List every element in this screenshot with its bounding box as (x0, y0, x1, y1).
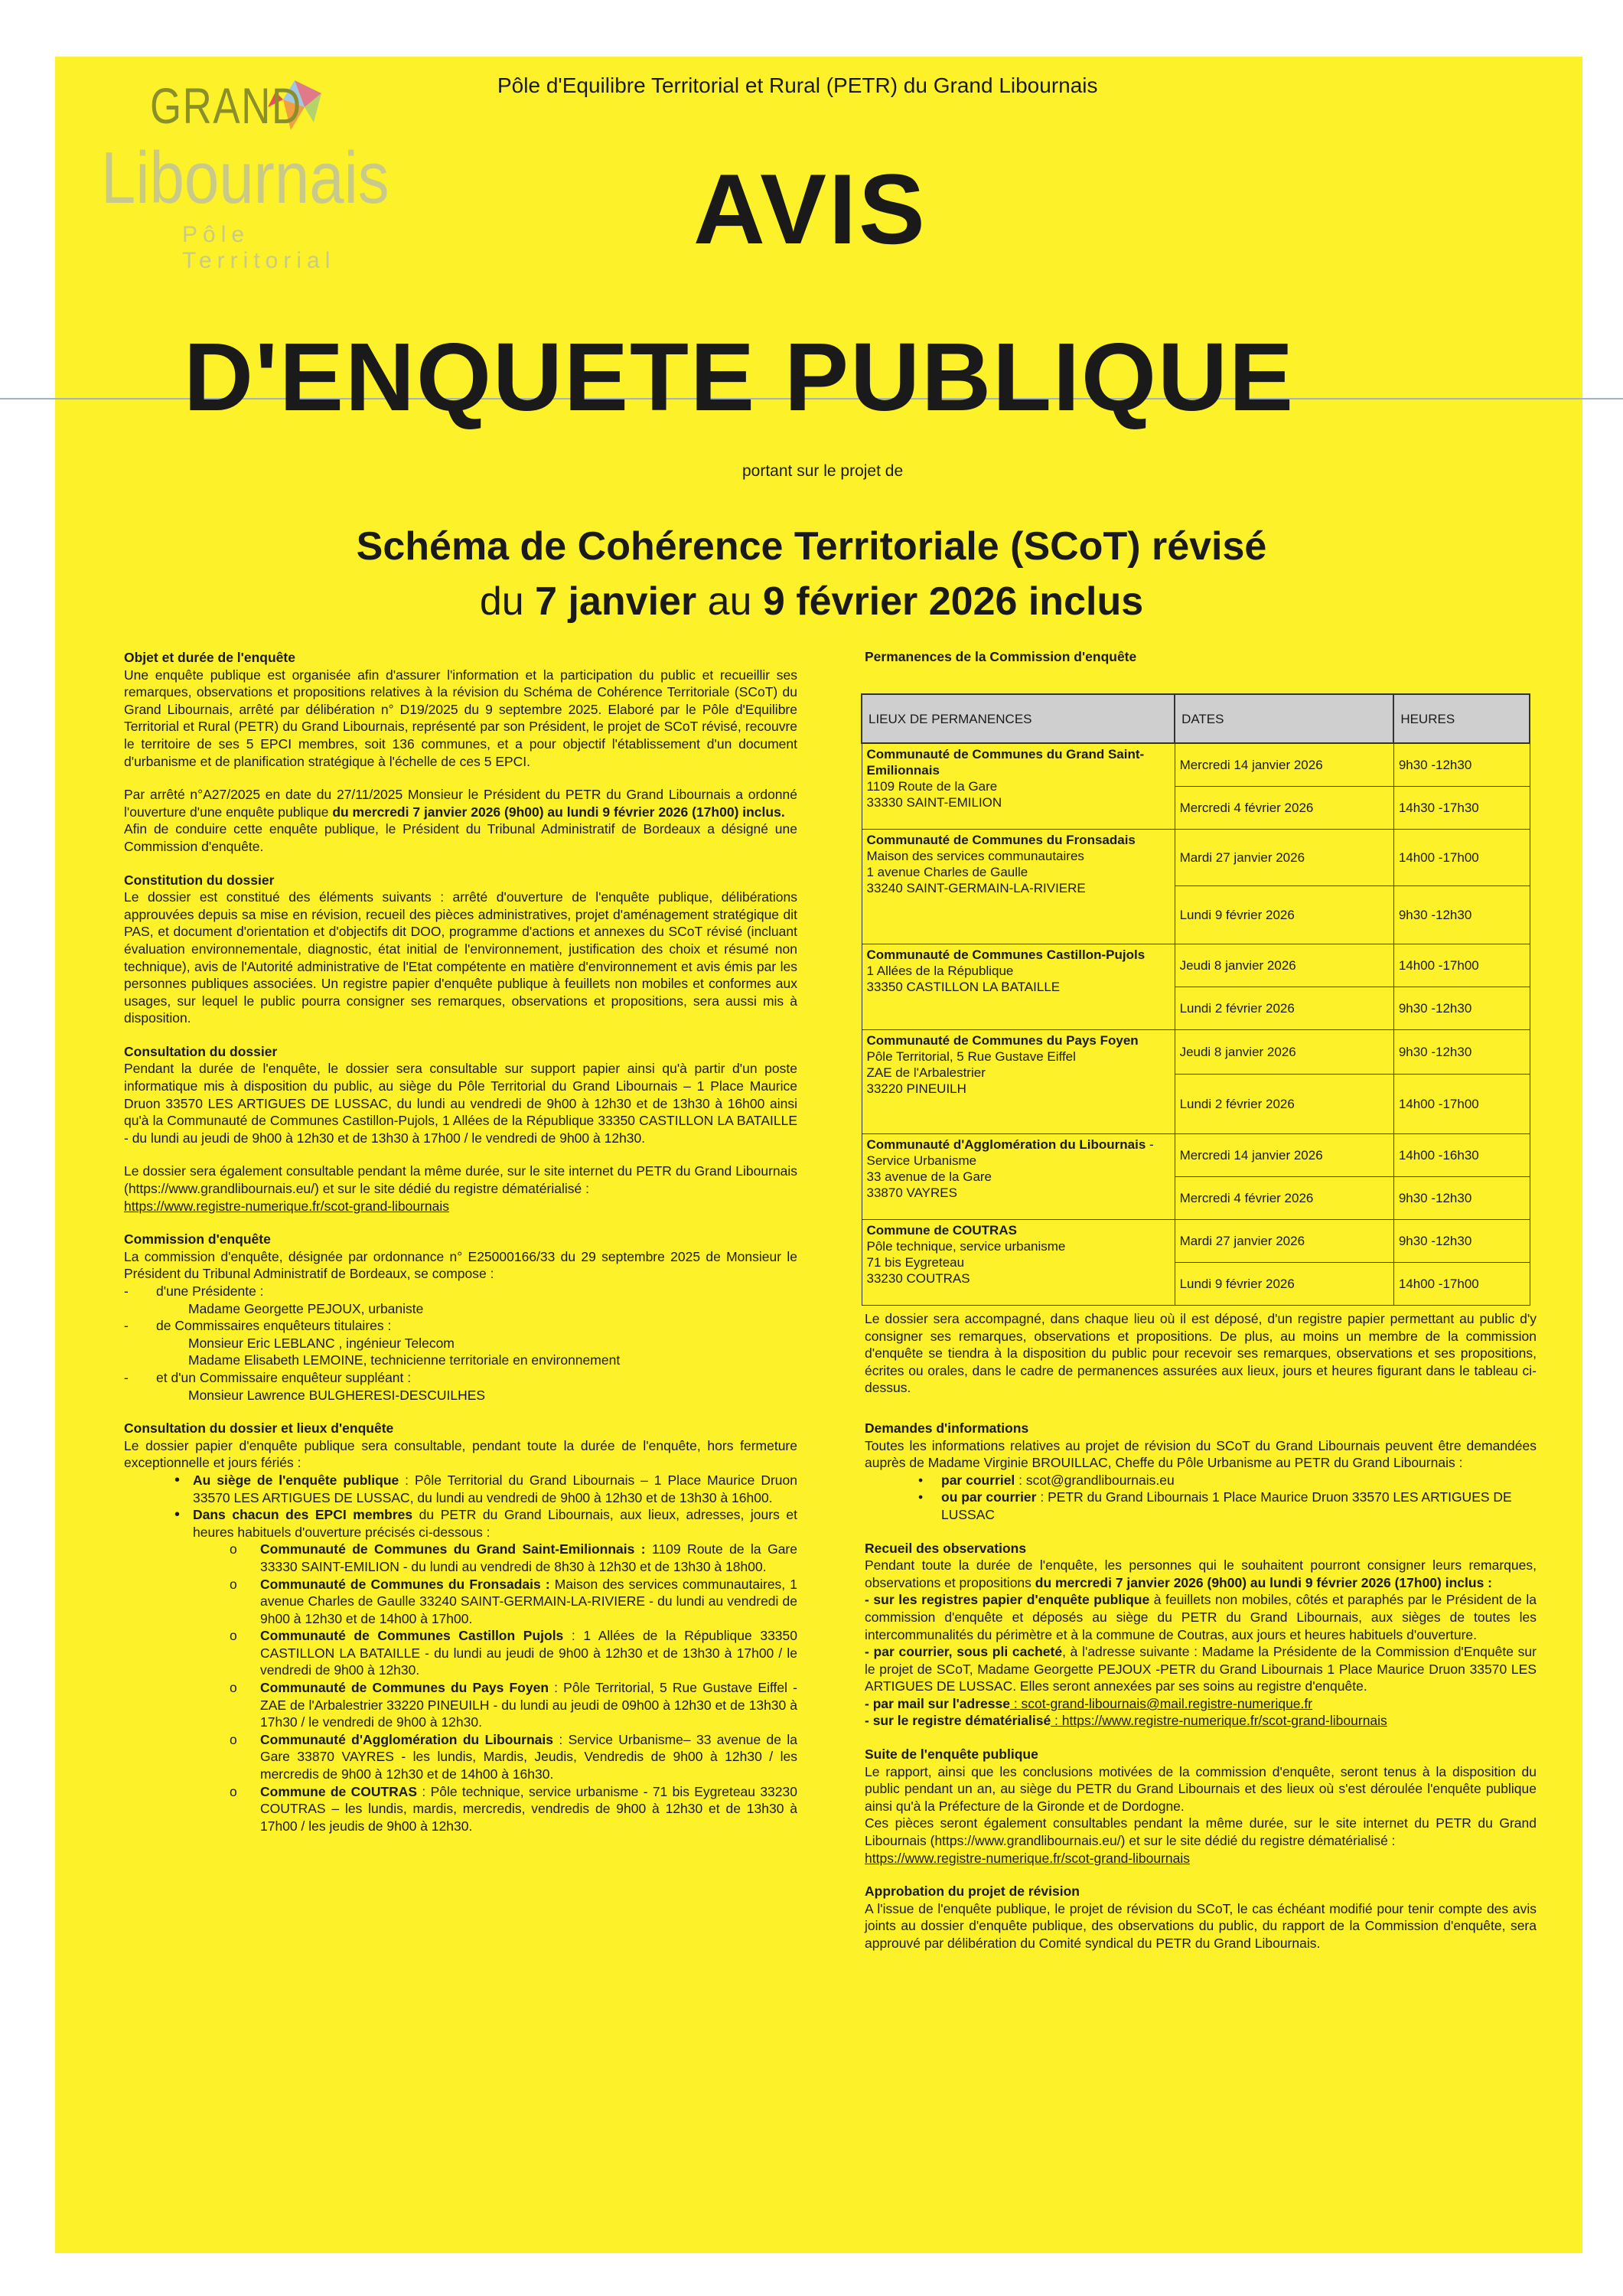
permanences-table (861, 693, 1530, 1306)
recueil-dematerialise: - sur le registre dématérialisé : https://www.registre-numerique.fr/scot-grand-libournais (865, 1713, 1387, 1729)
registre-link[interactable]: https://www.registre-numerique.fr/scot-grand-libournais (865, 1850, 1191, 1866)
subtitle-portant: portant sur le projet de (742, 462, 904, 480)
permanence-hours: 9h30 -12h30 (1393, 885, 1530, 944)
permanence-date: Lundi 2 février 2026 (1175, 987, 1393, 1029)
section-title-objet: Objet et durée de l'enquête (124, 650, 295, 665)
list-item: Monsieur Eric LEBLANC , ingénieur Telecom (188, 1335, 455, 1351)
list-item: • ou par courrier : PETR du Grand Libournais 1 Place Maurice Druon 33570 LES ARTIGUES DE LUSSAC (941, 1489, 1537, 1523)
section-title-lieux: Consultation du dossier et lieux d'enquête (124, 1420, 394, 1437)
list-item: • par courriel : scot@grandlibournais.eu (941, 1472, 1537, 1489)
list-item: o Communauté d'Agglomération du Libournais : Service Urbanisme– 33 avenue de la Gare 33870 VAYRES - les lundis, Mardis, Jeudis, Vendredis de 9h00 à 12h30 / les mercredis de 9h00 à 12h30 et de 14h00 à 16h30. (260, 1731, 797, 1783)
recueil-registres: - sur les registres papier d'enquête publique à feuillets non mobiles, côtés et paraphés par le Président de la commission d'enquête et déposés au siège du PETR du Grand Libournais, aux sièges de toutes les intercommunalités du périmètre et à la commune de Coutras, aux jours et heures habituels d'ouverture. (865, 1592, 1537, 1642)
section-title-recueil: Recueil des observations (865, 1540, 1027, 1556)
suite-paragraph: Le rapport, ainsi que les conclusions motivées de la commission d'enquête, seront tenus à la disposition du public pendant un an, au siège du PETR du Grand Libournais et des lieux où s'est déroulée l'enquête publique ainsi qu'à la Préfecture de la Gironde et de Dordogne. (865, 1763, 1537, 1814)
constitution-paragraph: Le dossier est constitué des éléments suivants : arrêté d'ouverture de l'enquête publique, délibérations approuvées depuis sa mise en révision, recueil des pièces administratives, projet d'aménagement stratégique dit PAS, et document d'orientation et d'objectifs dit DOO, programme d'actions et annexes du SCoT révisé (incluant évaluation environnementale, diagnostic, état initial de l'environnement, justification des choix et résumé non technique), avis de l'Autorité administrative de l'Etat compétente en matière d'environnement et avis émis par les personnes publiques associées. Un registre papier d'enquête publique à feuillets non mobiles et conformes aux usages, sur lequel le public pourra consigner ses remarques, observations et propositions, sera aussi mis à disposition. (124, 889, 797, 1026)
section-title-consultation: Consultation du dossier (124, 1043, 278, 1059)
title-enquete-publique: D'ENQUETE PUBLIQUE (184, 323, 1295, 431)
permanence-date: Jeudi 8 janvier 2026 (1175, 944, 1393, 987)
section-title-demandes: Demandes d'informations (865, 1420, 1029, 1436)
permanence-date: Mercredi 14 janvier 2026 (1175, 743, 1393, 786)
recueil-courrier: - par courrier, sous pli cacheté, à l'adresse suivante : Madame la Présidente de la Commission d'Enquête sur le projet de SCoT, Madame Georgette PEJOUX -PETR du Grand Libournais 1 Place Maurice Druon 33570 LES ARTIGUES DE LUSSAC. Elles seront annexées par ses soins au registre d'enquête. (865, 1644, 1537, 1694)
grand-libournais-logo (84, 77, 389, 273)
list-item: - et d'un Commissaire enquêteur suppléant : (156, 1369, 797, 1387)
table-row (862, 1219, 1530, 1262)
column-header: LIEUX DE PERMANENCES (862, 694, 1175, 743)
list-item: • Dans chacun des EPCI membres du PETR du Grand Libournais, aux lieux, adresses, jours et heures habituels d'ouverture précisés ci-dessous : o Communauté de Communes du Grand Saint-Emilionnais : 1109 Route de la Gare 33330 SAINT-EMILION - du lundi au vendredi de 8h30 à 12h30 et de 13h30 à 18h00. o Communauté de Communes du Fronsadais : Maison des services communautaires, 1 avenue Charles de Gaulle 33240 SAINT-GERMAIN-LA-RIVIERE - du lundi au vendredi de 9h00 à 12h30 et de 14h00 à 17h00. o Communauté de Communes Castillon Pujols : 1 Allées de la République 33350 CASTILLON LA BATAILLE - du lundi au jeudi de 9h00 à 12h30 et de 13h30 à 17h00 / le vendredi de 9h00 à 12h30. o Communauté de Communes du Pays Foyen : Pôle Territorial, 5 Rue Gustave Eiffel - ZAE de l'Arbalestrier 33220 PINEUILH - du lundi au jeudi de 09h00 à 12h30 et de 13h30 à 17h30 / le vendredi de 9h00 à 12h30. o Communauté d'Agglomération du Libournais : Service Urbanisme– 33 avenue de la Gare 33870 VAYRES - les lundis, Mardis, Jeudis, Vendredis de 9h00 à 12h30 / les mercredis de 9h00 à 12h30 et de 14h00 à 16h30. o Commune de COUTRAS : Pôle technique, service urbanisme - 71 bis Eygreteau 33230 COUTRAS – les lundis, mardis, mercredis, vendredis de 9h00 à 12h30 et de 13h30 à 17h00 / les jeudis de 9h00 à 12h30. (193, 1506, 797, 1835)
table-row (862, 1029, 1530, 1074)
list-item: o Communauté de Communes Castillon Pujols : 1 Allées de la République 33350 CASTILLON LA BATAILLE - du lundi au jeudi de 9h00 à 12h30 et de 13h30 à 17h00 / le vendredi de 9h00 à 12h30. (260, 1627, 797, 1679)
logo-line-grand: GRAND (150, 77, 302, 134)
permanence-date: Lundi 9 février 2026 (1175, 1262, 1393, 1305)
section-title-approbation: Approbation du projet de révision (865, 1883, 1080, 1900)
permanence-place: Communauté de Communes du Fronsadais Maison des services communautaires 1 avenue Charles de Gaulle 33240 SAINT-GERMAIN-LA-RIVIERE (862, 829, 1175, 944)
recueil-intro: Pendant toute la durée de l'enquête, les personnes qui le souhaitent pourront consigner leurs remarques, observations et propositions du mercredi 7 janvier 2026 (9h00) au lundi 9 février 2026 (17h00) inclus : (865, 1557, 1537, 1590)
list-item: Madame Elisabeth LEMOINE, technicienne territoriale en environnement (188, 1352, 621, 1368)
permanence-hours: 9h30 -12h30 (1393, 743, 1530, 786)
list-item: • Au siège de l'enquête publique : Pôle Territorial du Grand Libournais – 1 Place Maurice Druon 33570 LES ARTIGUES DE LUSSAC, du lundi au vendredi de 9h00 à 12h30 et de 13h30 à 16h00. (193, 1472, 797, 1506)
lieux-list (124, 1472, 797, 1835)
permanence-date: Lundi 2 février 2026 (1175, 1074, 1393, 1133)
permanence-place: Communauté de Communes du Grand Saint-Emilionnais 1109 Route de la Gare 33330 SAINT-EMILION (862, 743, 1175, 829)
permanence-date: Mercredi 14 janvier 2026 (1175, 1133, 1393, 1176)
permanence-hours: 14h00 -17h00 (1393, 1074, 1530, 1133)
permanence-place: Communauté de Communes du Pays Foyen Pôle Territorial, 5 Rue Gustave Eiffel ZAE de l'Arbalestrier 33220 PINEUILH (862, 1029, 1175, 1133)
registre-link[interactable]: https://www.registre-numerique.fr/scot-grand-libournais (124, 1198, 450, 1214)
permanence-hours: 14h30 -17h30 (1393, 786, 1530, 829)
title-avis: AVIS (693, 153, 927, 265)
demandes-paragraph: Toutes les informations relatives au projet de révision du SCoT du Grand Libournais peuvent être demandées auprès de Madame Virginie BROUILLAC, Cheffe du Pôle Urbanisme au PETR du Grand Libournais : (865, 1437, 1537, 1471)
permanence-date: Mercredi 4 février 2026 (1175, 786, 1393, 829)
permanence-date: Mardi 27 janvier 2026 (1175, 1219, 1393, 1262)
arrete-paragraph: Par arrêté n°A27/2025 en date du 27/11/2025 Monsieur le Président du PETR du Grand Libournais a ordonné l'ouverture d'une enquête publique du mercredi 7 janvier 2026 (9h00) au lundi 9 février 2026 (17h00) inclus. (124, 787, 797, 820)
contact-list (865, 1472, 1537, 1524)
lieux-intro: Le dossier papier d'enquête publique sera consultable, pendant toute la durée de l'enquête, hors fermeture exceptionnelle et jours fériés : (124, 1437, 797, 1471)
permanence-place: Communauté de Communes Castillon-Pujols 1 Allées de la République 33350 CASTILLON LA BATAILLE (862, 944, 1175, 1029)
list-item: Monsieur Lawrence BULGHERESI-DESCUILHES (188, 1387, 486, 1403)
registre-link[interactable]: : https://www.registre-numerique.fr/scot-grand-libournais (1051, 1713, 1387, 1729)
permanence-hours: 9h30 -12h30 (1393, 1176, 1530, 1219)
list-item: - de Commissaires enquêteurs titulaires : (156, 1317, 797, 1335)
permanence-place: Communauté d'Agglomération du Libournais - Service Urbanisme 33 avenue de la Gare 33870 VAYRES (862, 1133, 1175, 1219)
permanence-hours: 14h00 -16h30 (1393, 1133, 1530, 1176)
list-item: o Communauté de Communes du Pays Foyen : Pôle Territorial, 5 Rue Gustave Eiffel - ZAE de l'Arbalestrier 33220 PINEUILH - du lundi au jeudi de 09h00 à 12h30 et de 13h30 à 17h30 / le vendredi de 9h00 à 12h30. (260, 1679, 797, 1731)
list-item: - d'une Présidente : (156, 1283, 797, 1300)
right-column (865, 1310, 1537, 1968)
table-row (862, 829, 1530, 885)
permanence-place: Commune de COUTRAS Pôle technique, service urbanisme 71 bis Eygreteau 33230 COUTRAS (862, 1219, 1175, 1305)
table-row (862, 743, 1530, 786)
table-row (862, 1133, 1530, 1176)
table-row (862, 944, 1530, 987)
logo-line-pole: Pôle Territorial (182, 222, 336, 273)
permanence-date: Mercredi 4 février 2026 (1175, 1176, 1393, 1219)
list-item: o Commune de COUTRAS : Pôle technique, service urbanisme - 71 bis Eygreteau 33230 COUTRAS – les lundis, mardis, mercredis, vendredis de 9h00 à 12h30 et de 13h30 à 17h00 / les jeudis de 9h00 à 12h30. (260, 1783, 797, 1835)
enquiry-dates: du 7 janvier au 9 février 2026 inclus (479, 579, 1144, 624)
commission-intro: La commission d'enquête, désignée par ordonnance n° E25000166/33 du 29 septembre 2025 de Monsieur le Président du Tribunal Administratif de Bordeaux, se compose : (124, 1248, 797, 1282)
permanence-hours: 14h00 -17h00 (1393, 829, 1530, 885)
permanence-hours: 14h00 -17h00 (1393, 1262, 1530, 1305)
consultation-online-paragraph: Le dossier sera également consultable pendant la même durée, sur le site internet du PETR du Grand Libournais (https://www.grandlibournais.eu/) et sur le site dédié du registre dématérialisé : https://www.registre-numerique.fr/scot-grand-libournais (124, 1163, 797, 1214)
permanence-hours: 9h30 -12h30 (1393, 987, 1530, 1029)
column-header: HEURES (1393, 694, 1530, 743)
recueil-mail: - par mail sur l'adresse : scot-grand-libournais@mail.registre-numerique.fr (865, 1695, 1313, 1711)
permanence-date: Mardi 27 janvier 2026 (1175, 829, 1393, 885)
column-header: DATES (1175, 694, 1393, 743)
consultation-paragraph: Pendant la durée de l'enquête, le dossier sera consultable sur support papier ainsi qu'à partir d'un poste informatique mis à disposition du public, au siège du Pôle Territorial du Grand Libournais – 1 Place Maurice Druon 33570 LES ARTIGUES DE LUSSAC, du lundi au vendredi de 9h00 à 12h30 et de 13h30 à 16h00 ainsi qu'à la Communauté de Communes Castillon-Pujols, 1 Allées de la République 33350 CASTILLON LA BATAILLE - du lundi au jeudi de 9h00 à 12h30 et de 13h30 à 17h00 / le vendredi de 9h00 à 12h30. (124, 1061, 797, 1146)
list-item: o Communauté de Communes du Fronsadais : Maison des services communautaires, 1 avenue Charles de Gaulle 33240 SAINT-GERMAIN-LA-RIVIERE - du lundi au vendredi de 9h00 à 12h30 et de 14h00 à 17h00. (260, 1576, 797, 1628)
left-column (124, 649, 797, 1835)
suite-online-paragraph: Ces pièces seront également consultables pendant la même durée, sur le site internet du PETR du Grand Libournais (https://www.grandlibournais.eu/) et sur le site dédié du registre dématérialisé : https://www.registre-numerique.fr/scot-grand-libournais (865, 1815, 1537, 1866)
registre-mail-link[interactable]: : scot-grand-libournais@mail.registre-numerique.fr (1009, 1695, 1313, 1711)
contact-email[interactable]: : scot@grandlibournais.eu (1015, 1472, 1175, 1488)
epci-list (193, 1541, 797, 1835)
permanence-hours: 9h30 -12h30 (1393, 1219, 1530, 1262)
list-item: o Communauté de Communes du Grand Saint-Emilionnais : 1109 Route de la Gare 33330 SAINT-EMILION - du lundi au vendredi de 8h30 à 12h30 et de 13h30 à 18h00. (260, 1541, 797, 1575)
objet-paragraph: Une enquête publique est organisée afin d'assurer l'information et la participation du public et recueillir ses remarques, observations et propositions relatives à la révision du Schéma de Cohérence Territoriale (SCoT) du Grand Libournais, arrêté par délibération n° D19/2025 du 9 septembre 2025. Elaboré par le Pôle d'Equilibre Territorial et Rural (PETR) du Grand Libournais, représenté par son Président, le projet de SCoT révisé, recouvre le territoire de ses 5 EPCI membres, soit 136 communes, et a pour objectif l'établissement d'un document d'urbanisme et de planification stratégique à l'échelle de ces 5 EPCI. (124, 667, 797, 769)
permanence-hours: 9h30 -12h30 (1393, 1029, 1530, 1074)
permanence-hours: 14h00 -17h00 (1393, 944, 1530, 987)
section-title-permanences: Permanences de la Commission d'enquête (865, 649, 1137, 664)
permanence-date: Jeudi 8 janvier 2026 (1175, 1029, 1393, 1074)
permanence-date: Lundi 9 février 2026 (1175, 885, 1393, 944)
list-item: Madame Georgette PEJOUX, urbaniste (188, 1300, 424, 1316)
table-header-row (862, 694, 1530, 743)
section-title-constitution: Constitution du dossier (124, 872, 275, 888)
section-title-suite: Suite de l'enquête publique (865, 1746, 1038, 1763)
approbation-paragraph: A l'issue de l'enquête publique, le projet de révision du SCoT, le cas échéant modifié pour tenir compte des avis joints au dossier d'enquête publique, des observations du public, du rapport de la Commission d'enquête, sera approuvé par délibération du Comité syndical du PETR du Grand Libournais. (865, 1900, 1537, 1951)
section-title-commission: Commission d'enquête (124, 1231, 271, 1247)
logo-line-libournais: Libournais (101, 137, 389, 219)
petr-heading: Pôle d'Equilibre Territorial et Rural (PETR) du Grand Libournais (497, 73, 1098, 97)
project-title: Schéma de Cohérence Territoriale (SCoT) révisé (356, 524, 1267, 569)
commission-members (124, 1283, 797, 1404)
permanences-note: Le dossier sera accompagné, dans chaque lieu où il est déposé, d'un registre papier permettant au public d'y consigner ses remarques, observations et propositions. De plus, au moins un membre de la commission d'enquête se tiendra à la disposition du public pour recevoir ses remarques, observations et ses propositions, écrites ou orales, dans le cadre de permanences assurées aux lieux, jours et heures figurant dans le tableau ci-dessus. (865, 1311, 1537, 1396)
commission-designation-paragraph: Afin de conduire cette enquête publique, le Président du Tribunal Administratif de Bordeaux a désigné une Commission d'enquête. (124, 821, 797, 854)
